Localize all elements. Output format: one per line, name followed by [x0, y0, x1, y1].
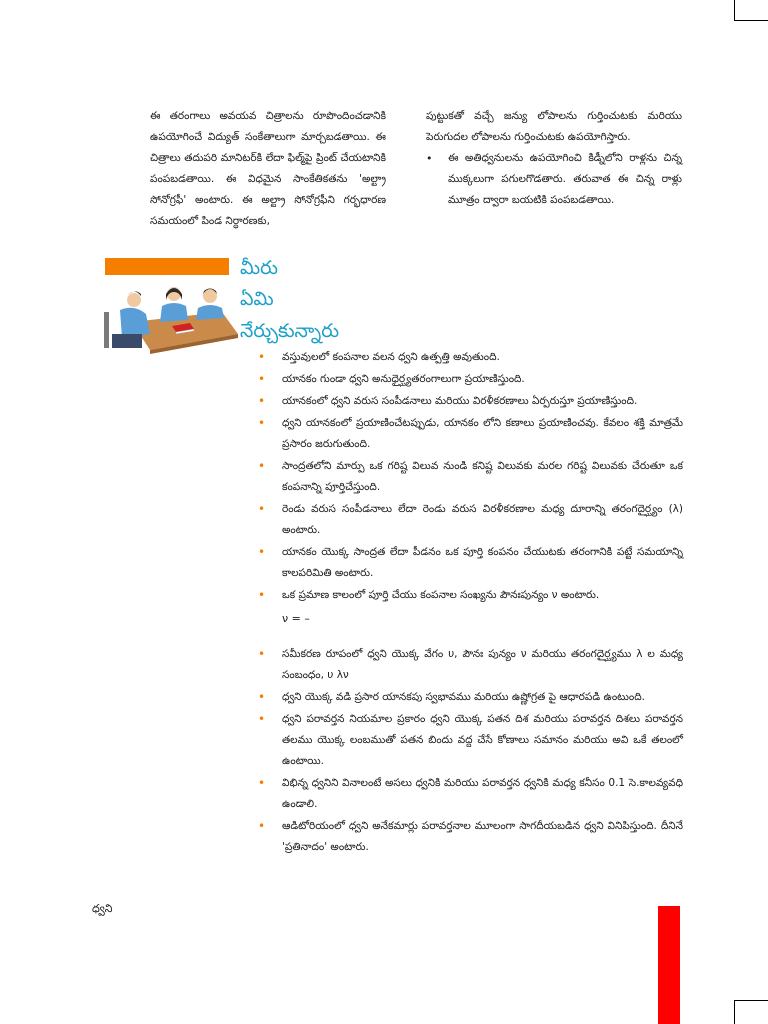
chair-back — [104, 312, 109, 348]
student-pants-left — [112, 334, 142, 348]
bullet-icon: • — [258, 819, 266, 833]
list-item: • రెండు వరుస సంపీడనాలు లేదా రెండు వరుస విరళీకరణాల మధ్య దూరాన్ని తరంగదైర్ఘ్యం (λ) అంటారు. — [258, 499, 683, 541]
crop-mark-bottom-horizontal — [734, 1000, 768, 1001]
list-item: • ధ్వని పరావర్తన నియమాల ప్రకారం ధ్వని యొక్క పతన దిశ మరియు పరావర్తన దిశలు పరావర్తన తలము యొక్క లంబముతో పతన బిందు వద్ద చేసే కోణాలు సమానం మరియు అవి ఒకే తలంలో ఉంటాయి. — [258, 709, 683, 772]
top-right-bullet-item — [426, 148, 682, 211]
list-item: • యానకం యొక్క సాంద్రత లేదా పీడనం ఒక పూర్తి కంపనం చేయుటకు తరంగానికి పట్టే సమయాన్ని కాలపరిమితి అంటారు. — [258, 542, 683, 584]
bullet-icon: • — [426, 152, 433, 165]
list-item: • విభిన్న ధ్వనిని వినాలంటే అసలు ధ్వనికి మరియు పరావర్తన ధ్వనికి మధ్య కనీసం 0.1 సె.కాలవ్యవధి ఉండాలి. — [258, 773, 683, 815]
list-item: • యానకంలో ధ్వని వరుస సంపీడనాలు మరియు విరళీకరణాలు ఏర్పరుస్తూ ప్రయాణిస్తుంది. — [258, 391, 683, 412]
list-item: • సమీకరణ రూపంలో ధ్వని యొక్క వేగం υ, పౌనః పున్యం ν మరియు తరంగదైర్ఘ్యము λ ల మధ్య సంబంధం, υ λν — [258, 644, 683, 686]
top-left-paragraph: ఈ తరంగాలు అవయవ చిత్రాలను రూపొందించడానికి ఉపయోగించే విద్యుత్ సంకేతాలుగా మార్చబడతాయి. ఈ చిత్రాలు తదుపరి మానిటర్‌కి లేదా ఫిల్మ్‌పై ప్రింట్ చేయటానికి పంపబడతాయి. ఈ విధమైన సాంకేతికతను 'అల్ట్రా సోనోగ్రఫీ' అంటారు. ఈ అల్ట్రా సోనోగ్రఫీని గర్భధారణ సమయంలో పిండ నిర్ధారణకు, — [150, 110, 386, 227]
bullet-icon: • — [258, 712, 266, 726]
bullet-icon: • — [258, 690, 266, 704]
top-right-column — [426, 106, 682, 211]
list-item: • ధ్వని యొక్క వడి ప్రసార యానకపు స్వభావము మరియు ఉష్ణోగ్రత పై ఆధారపడి ఉంటుంది. — [258, 687, 683, 708]
students-illustration — [102, 282, 238, 354]
page-edge-marker — [658, 906, 680, 1024]
section-accent-bar — [105, 258, 229, 275]
list-item: • యానకం గుండా ధ్వని అనుధైర్ఘ్యతరంగాలుగా ప్రయాణిస్తుంది. — [258, 369, 683, 390]
student-shirt-middle — [160, 303, 188, 322]
bullet-icon: • — [258, 776, 266, 790]
top-left-column — [150, 106, 386, 232]
bullet-icon: • — [258, 647, 266, 661]
list-item: • వస్తువులలో కంపనాల వలన ధ్వని ఉత్పత్తి అవుతుంది. — [258, 347, 683, 368]
bullet-icon: • — [258, 588, 266, 602]
frequency-formula: ν = – — [282, 612, 310, 625]
section-heading-line-3: నేర్చుకున్నారు — [240, 320, 340, 342]
summary-points-list — [258, 347, 683, 607]
bullet-icon: • — [258, 459, 266, 473]
bullet-icon: • — [258, 502, 266, 516]
section-heading-line-1: మీరు — [240, 257, 278, 279]
student-shirt-right — [196, 305, 224, 320]
list-item: • ఒక ప్రమాణ కాలంలో పూర్తి చేయు కంపనాల సంఖ్యను పౌనఃపున్యం ν అంటారు. — [258, 585, 683, 606]
bullet-icon: • — [258, 416, 266, 430]
student-shirt-left — [120, 308, 150, 338]
crop-mark-bottom-vertical — [734, 1000, 735, 1024]
bullet-icon: • — [258, 545, 266, 559]
list-item: • సాంద్రతలోని మార్పు ఒక గరిష్ట విలువ నుండి కనిష్ట విలువకు మరల గరిష్ట విలువకు చేరుతూ ఒక కంపనాన్ని పూర్తిచేస్తుంది. — [258, 456, 683, 498]
summary-points-list-continued — [258, 644, 683, 859]
bullet-icon: • — [258, 350, 266, 364]
top-right-bullet-text: ఈ అతిధ్వనులను ఉపయోగించి కిడ్నీలోని రాళ్లను చిన్న ముక్కలుగా పగులగొడతారు. తరువాత ఈ చిన్న రాళ్లు మూత్రం ద్వారా బయటికి పంపబడతాయి. — [448, 152, 682, 206]
list-item: • ధ్వని యానకంలో ప్రయాణించేటప్పుడు, యానకం లోని కణాలు ప్రయాణించవు. కేవలం శక్తి మాత్రమే ప్రసారం జరుగుతుంది. — [258, 413, 683, 455]
bullet-icon: • — [258, 372, 266, 386]
crop-mark-top-horizontal — [734, 20, 768, 21]
page-footer-label: ధ్వని — [92, 902, 113, 915]
top-right-continuation: పుట్టుకతో వచ్చే జన్యు లోపాలను గుర్తించుటకు మరియు పెరుగుదల లోపాలను గుర్తించుటకు ఉపయోగిస్తారు. — [426, 110, 682, 143]
crop-mark-top-vertical — [734, 0, 735, 20]
bullet-icon: • — [258, 394, 266, 408]
section-heading-line-2: ఏమి — [240, 288, 274, 310]
list-item: • ఆడిటోరియంలో ధ్వని అనేకమార్లు పరావర్తనాల మూలంగా సాగదీయబడిన ధ్వని వినిపిస్తుంది. దీనినే 'ప్రతినాదం' అంటారు. — [258, 816, 683, 858]
student-head-left — [127, 293, 141, 307]
